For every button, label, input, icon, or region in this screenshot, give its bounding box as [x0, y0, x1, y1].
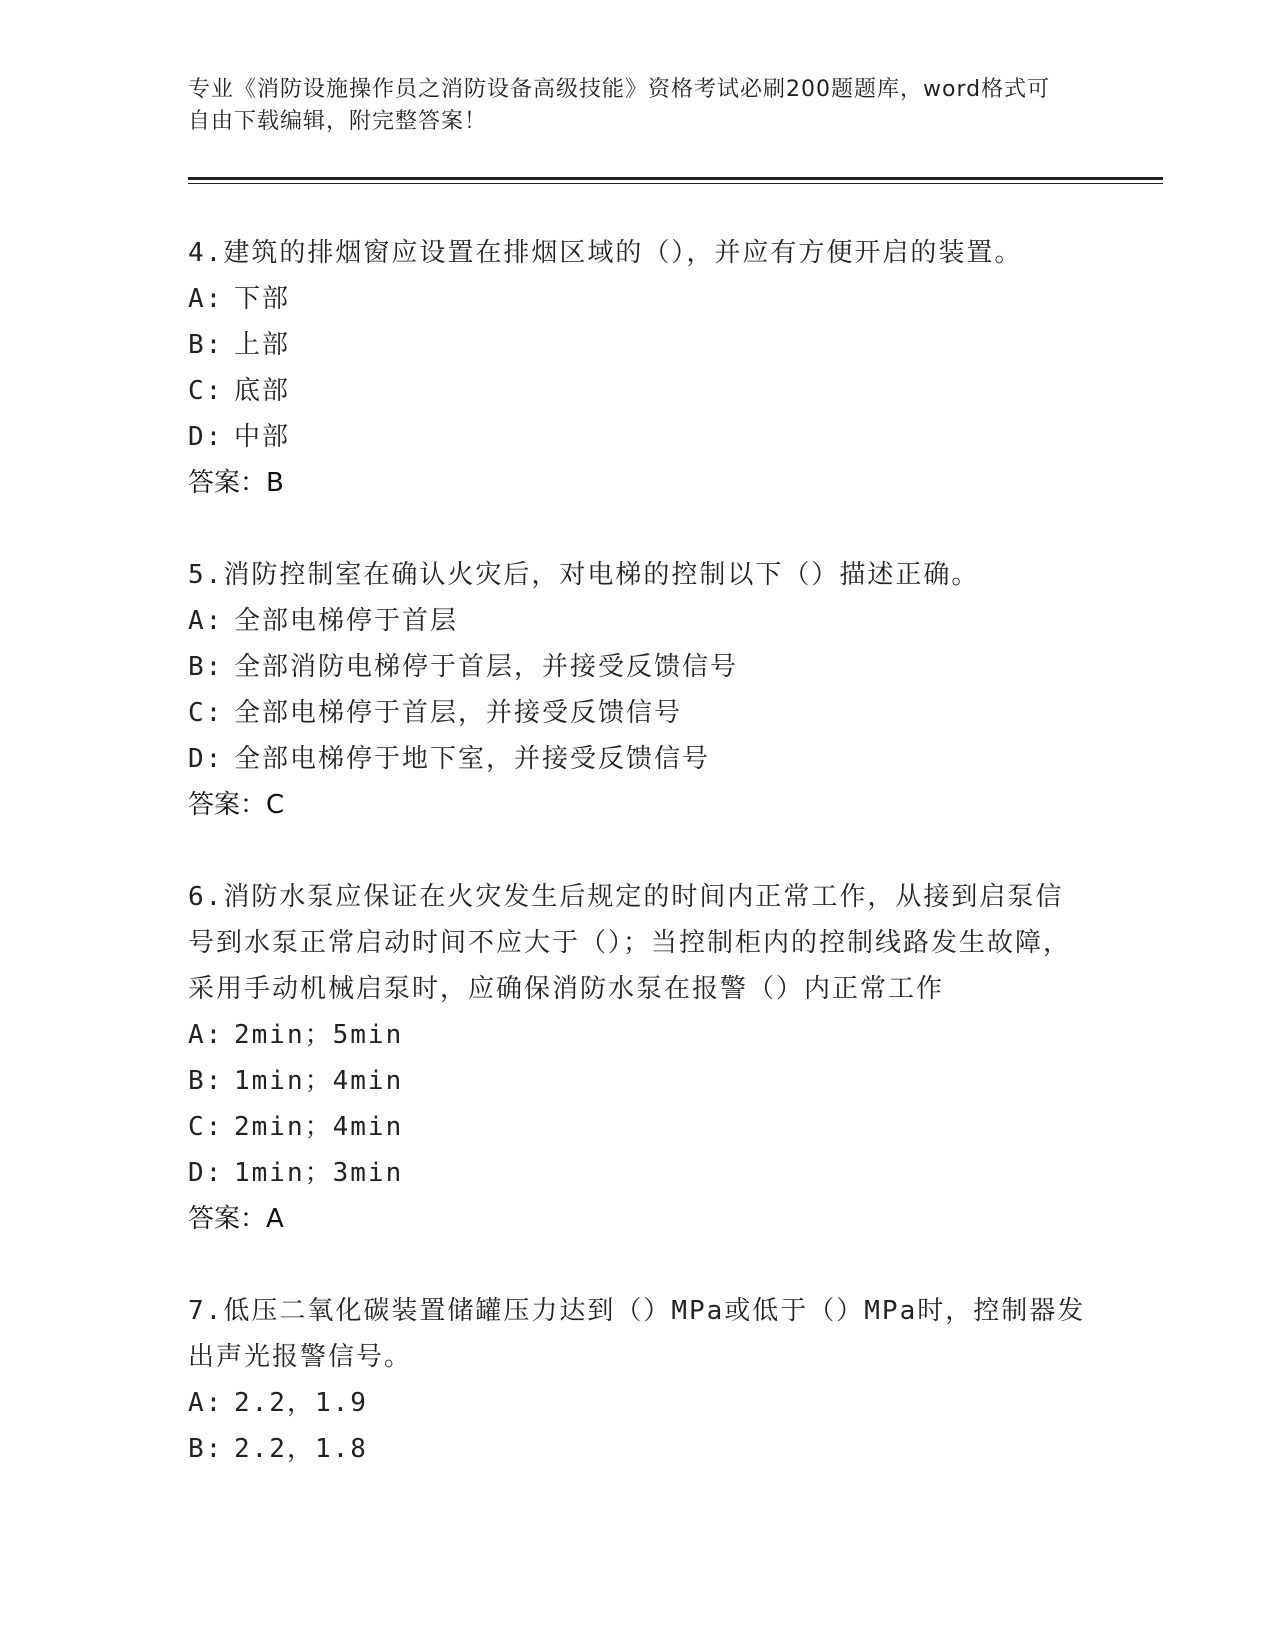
option-text: 全部电梯停于首层: [234, 606, 459, 636]
option-letter: B:: [188, 330, 224, 360]
option-b: [188, 322, 1088, 368]
answer-line: 答案：A: [188, 1204, 284, 1234]
option-letter: A:: [188, 1020, 224, 1050]
option-d: [188, 736, 1088, 782]
question-number: 5.: [188, 560, 224, 590]
option-b: [188, 644, 1088, 690]
question-6: [188, 874, 1088, 1242]
document-header-title: 专业《消防设施操作员之消防设备高级技能》资格考试必刷200题题库，word格式可自由下载编辑，附完整答案！: [188, 77, 1051, 134]
option-text: 2min；4min: [234, 1112, 404, 1142]
option-a: [188, 598, 1088, 644]
option-letter: D:: [188, 744, 224, 774]
option-text: 2min；5min: [234, 1020, 404, 1050]
answer-line: 答案：B: [188, 468, 284, 498]
option-b: [188, 1058, 1088, 1104]
option-text: 上部: [234, 330, 291, 360]
option-text: 底部: [234, 376, 291, 406]
option-letter: D:: [188, 1158, 224, 1188]
question-text: 消防控制室在确认火灾后，对电梯的控制以下（）描述正确。: [223, 560, 980, 590]
option-text: 1min；4min: [234, 1066, 404, 1096]
option-text: 全部消防电梯停于首层，并接受反馈信号: [234, 652, 739, 682]
option-a: [188, 1380, 1088, 1426]
question-stem: [188, 552, 1088, 598]
question-number: 6.: [188, 882, 224, 912]
question-number: 4.: [188, 238, 224, 268]
question-stem: [188, 874, 1088, 1012]
option-a: [188, 276, 1088, 322]
option-letter: B:: [188, 652, 224, 682]
header-divider-thin: [188, 183, 1163, 184]
option-letter: A:: [188, 284, 224, 314]
option-text: 2.2，1.8: [234, 1434, 368, 1464]
question-stem: [188, 1288, 1088, 1380]
option-c: [188, 690, 1088, 736]
option-text: 全部电梯停于地下室，并接受反馈信号: [234, 744, 711, 774]
question-text: 建筑的排烟窗应设置在排烟区域的（），并应有方便开启的装置。: [223, 238, 1023, 268]
option-text: 全部电梯停于首层，并接受反馈信号: [234, 698, 683, 728]
option-letter: C:: [188, 376, 224, 406]
option-letter: A:: [188, 1388, 224, 1418]
option-c: [188, 1104, 1088, 1150]
question-stem: [188, 230, 1088, 276]
question-5: [188, 552, 1088, 828]
question-number: 7.: [188, 1296, 224, 1326]
option-text: 下部: [234, 284, 291, 314]
option-d: [188, 1150, 1088, 1196]
option-text: 2.2，1.9: [234, 1388, 368, 1418]
question-7: [188, 1288, 1088, 1472]
option-c: [188, 368, 1088, 414]
header-divider-thick: [188, 177, 1163, 180]
option-b: [188, 1426, 1088, 1472]
option-letter: C:: [188, 1112, 224, 1142]
question-4: [188, 230, 1088, 506]
option-letter: B:: [188, 1066, 224, 1096]
question-list: [188, 230, 1088, 1518]
option-letter: D:: [188, 422, 224, 452]
option-letter: B:: [188, 1434, 224, 1464]
option-d: [188, 414, 1088, 460]
option-letter: C:: [188, 698, 224, 728]
option-text: 中部: [234, 422, 291, 452]
option-a: [188, 1012, 1088, 1058]
answer-line: 答案：C: [188, 790, 285, 820]
option-letter: A:: [188, 606, 224, 636]
option-text: 1min；3min: [234, 1158, 404, 1188]
question-text: 消防水泵应保证在火灾发生后规定的时间内正常工作，从接到启泵信号到水泵正常启动时间不应大于（）；当控制柜内的控制线路发生故障，采用手动机械启泵时，应确保消防水泵在报警（）内正常工作: [188, 882, 1072, 1004]
question-text: 低压二氧化碳装置储罐压力达到（）MPa或低于（）MPa时，控制器发出声光报警信号。: [188, 1296, 1086, 1372]
